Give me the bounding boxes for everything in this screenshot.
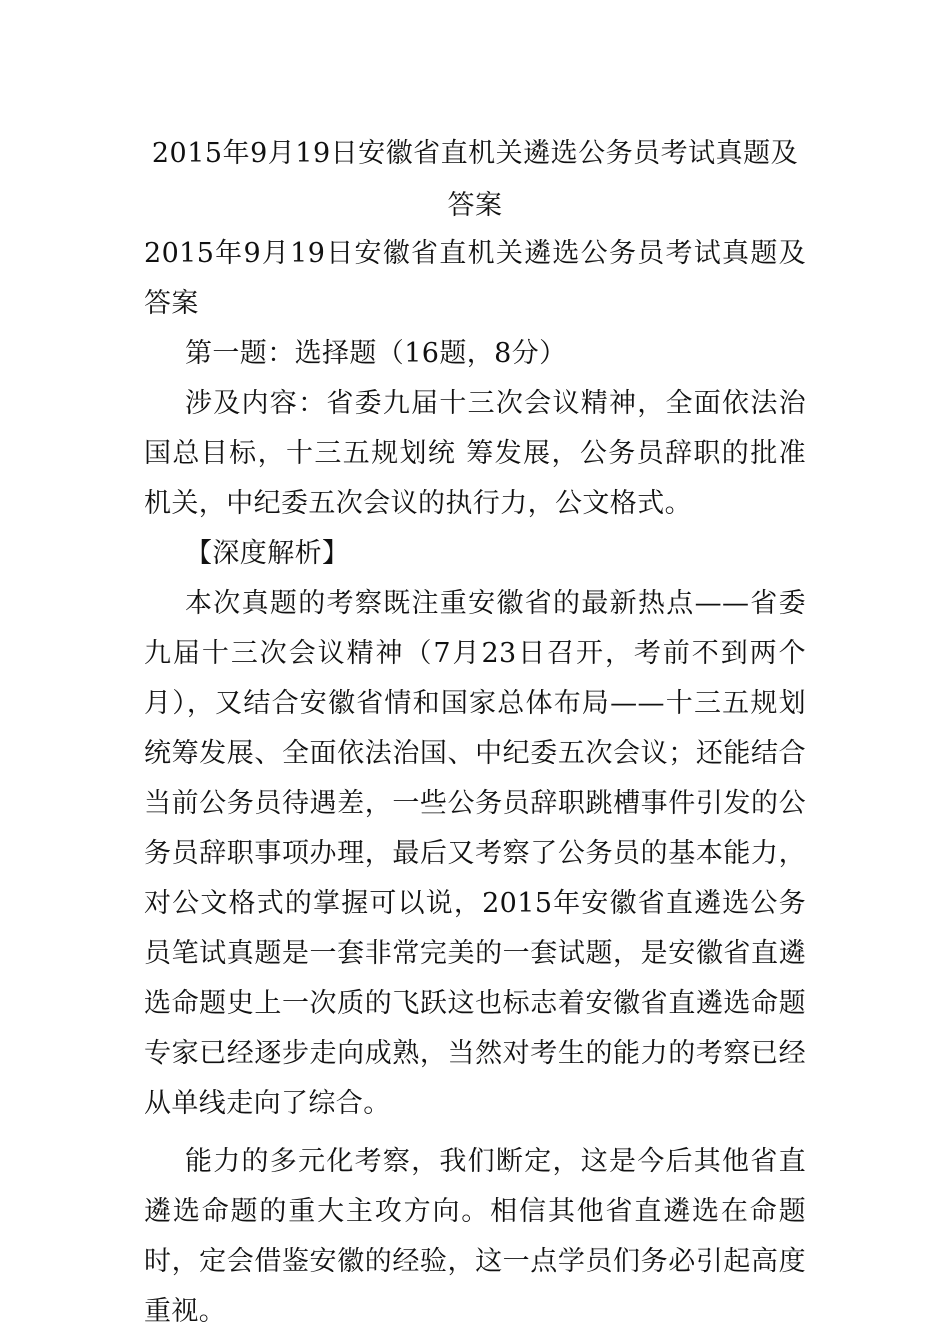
document-title: 2015年9月19日安徽省直机关遴选公务员考试真题及答案 (151, 138, 799, 221)
analysis-heading: 【深度解析】 (185, 538, 350, 569)
analysis-paragraph: 本次真题的考察既注重安徽省的最新热点——省委九届十三次会议精神（7月23日召开，考前不到两个月），又结合安徽省情和国家总体布局——十三五规划统筹发展、全面依法治国、中纪委五次会议；还能结合当前公务员待遇差，一些公务员辞职跳槽事件引发的公务员辞职事项办理，最后又考察了公务员的基本能力，对公文格式的掌握可以说，2015年安徽省直遴选公务员笔试真题是一套非常完美的一套试题，是安徽省直遴选命题史上一次质的飞跃这也标志着安徽省直遴选命题专家已经逐步走向成熟，当然对考生的能力的考察已经从单线走向了综合。 (144, 588, 806, 1119)
repeated-title-paragraph: 2015年9月19日安徽省直机关遴选公务员考试真题及答案 (144, 238, 806, 319)
document-body (144, 229, 806, 1337)
content-paragraph: 涉及内容：省委九届十三次会议精神，全面依法治国总目标，十三五规划统 筹发展，公务员辞职的批准机关，中纪委五次会议的执行力，公文格式。 (144, 388, 806, 519)
question-heading: 第一题：选择题（16题，8分） (185, 338, 567, 369)
conclusion-paragraph: 能力的多元化考察，我们断定，这是今后其他省直遴选命题的重大主攻方向。相信其他省直遴选在命题时，定会借鉴安徽的经验，这一点学员们务必引起高度重视。 (144, 1146, 806, 1327)
